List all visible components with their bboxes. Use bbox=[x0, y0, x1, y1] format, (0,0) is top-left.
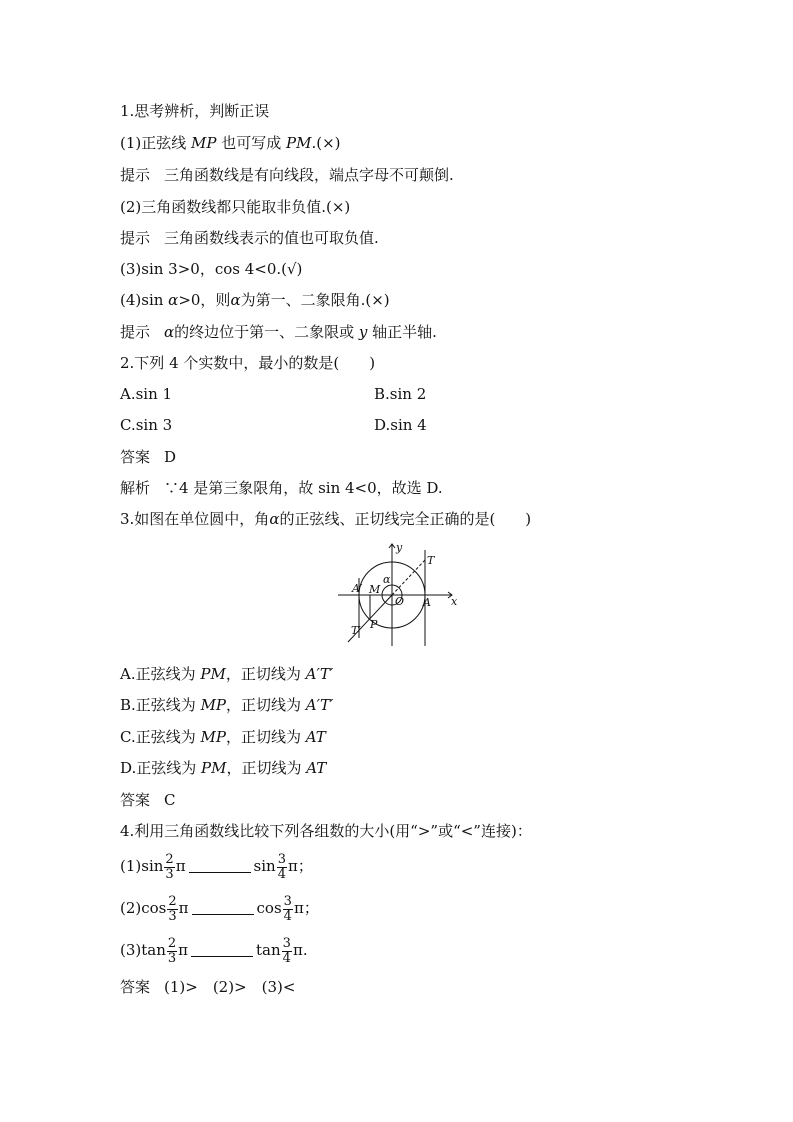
fraction: $\frac{3}{4}$ bbox=[277, 851, 286, 882]
q1-statement-2: (2)三角函数线都只能取非负值.(×) bbox=[120, 198, 351, 216]
q3-option-b: B.正弦线为 MP，正切线为 A′T′ bbox=[120, 696, 334, 714]
q2-answer: 答案 D bbox=[120, 448, 177, 466]
label-t-prime: T′ bbox=[351, 624, 361, 637]
q1-title: 1.思考辨析，判断正误 bbox=[120, 102, 270, 120]
q3-answer: 答案 C bbox=[120, 791, 176, 809]
label-a-prime: A′ bbox=[352, 582, 363, 595]
label-a: A bbox=[423, 596, 431, 609]
q3-option-c: C.正弦线为 MP，正切线为 AT bbox=[120, 728, 326, 746]
label-y: y bbox=[396, 541, 403, 554]
label-t: T bbox=[427, 554, 435, 567]
q2-option-a: A.sin 1 bbox=[120, 385, 173, 403]
label-p: P bbox=[370, 618, 378, 631]
fraction: $\frac{2}{3}$ bbox=[168, 893, 177, 924]
label-x: x bbox=[451, 595, 458, 608]
label-alpha: α bbox=[383, 573, 391, 586]
fraction: $\frac{3}{4}$ bbox=[283, 893, 292, 924]
hint-label: 提示 bbox=[120, 323, 151, 341]
q1-hint-3: 提示 α的终边位于第一、二象限或 y 轴正半轴. bbox=[120, 323, 437, 341]
q1-hint-2: 提示 三角函数线表示的值也可取负值. bbox=[120, 229, 379, 247]
q1-hint-1: 提示 三角函数线是有向线段，端点字母不可颠倒. bbox=[120, 166, 454, 184]
q4-item-1: (1)sin $\frac{2}{3}$ π sin $\frac{3}{4}$ π； bbox=[120, 851, 313, 882]
label-m: M bbox=[369, 583, 381, 596]
q2-option-c: C.sin 3 bbox=[120, 416, 173, 434]
answer-blank[interactable] bbox=[191, 942, 253, 957]
answer-label: 答案 bbox=[120, 978, 151, 996]
unit-circle-figure bbox=[334, 538, 464, 650]
q4-answer: 答案 (1)> (2)> (3)< bbox=[120, 978, 296, 996]
answer-blank[interactable] bbox=[189, 858, 251, 873]
q2-option-b: B.sin 2 bbox=[374, 385, 427, 403]
q1-statement-3: (3)sin 3>0，cos 4<0.(√) bbox=[120, 260, 303, 278]
fraction: $\frac{2}{3}$ bbox=[167, 935, 177, 966]
label-o: O bbox=[395, 595, 405, 608]
answer-label: 答案 bbox=[120, 791, 151, 809]
q2-title: 2.下列 4 个实数中，最小的数是( ) bbox=[120, 354, 376, 372]
q3-title: 3.如图在单位圆中，角α的正弦线、正切线完全正确的是( ) bbox=[120, 510, 532, 528]
hint-label: 提示 bbox=[120, 166, 151, 184]
q1-statement-1: (1)正弦线 MP 也可写成 PM.(×) bbox=[120, 134, 341, 152]
q4-title: 4.利用三角函数线比较下列各组数的大小(用“>”或“<”连接)： bbox=[120, 822, 532, 840]
answer-label: 答案 bbox=[120, 448, 151, 466]
q4-item-2: (2)cos $\frac{2}{3}$ π cos $\frac{3}{4}$ π； bbox=[120, 893, 319, 924]
hint-label: 提示 bbox=[120, 229, 151, 247]
answer-blank[interactable] bbox=[192, 900, 254, 915]
q3-option-a: A.正弦线为 PM，正切线为 A′T′ bbox=[120, 665, 334, 683]
analysis-label: 解析 bbox=[120, 479, 151, 497]
q3-option-d: D.正弦线为 PM，正切线为 AT bbox=[120, 759, 327, 777]
q2-option-d: D.sin 4 bbox=[374, 416, 427, 434]
q4-item-3: (3)tan $\frac{2}{3}$ π tan $\frac{3}{4}$ π. bbox=[120, 935, 308, 966]
q1-statement-4: (4)sin α>0，则α为第一、二象限角.(×) bbox=[120, 291, 390, 309]
q2-analysis: 解析 ∵4 是第三象限角，故 sin 4<0，故选 D. bbox=[120, 479, 443, 497]
fraction: $\frac{3}{4}$ bbox=[282, 935, 291, 966]
fraction: $\frac{2}{3}$ bbox=[165, 851, 174, 882]
